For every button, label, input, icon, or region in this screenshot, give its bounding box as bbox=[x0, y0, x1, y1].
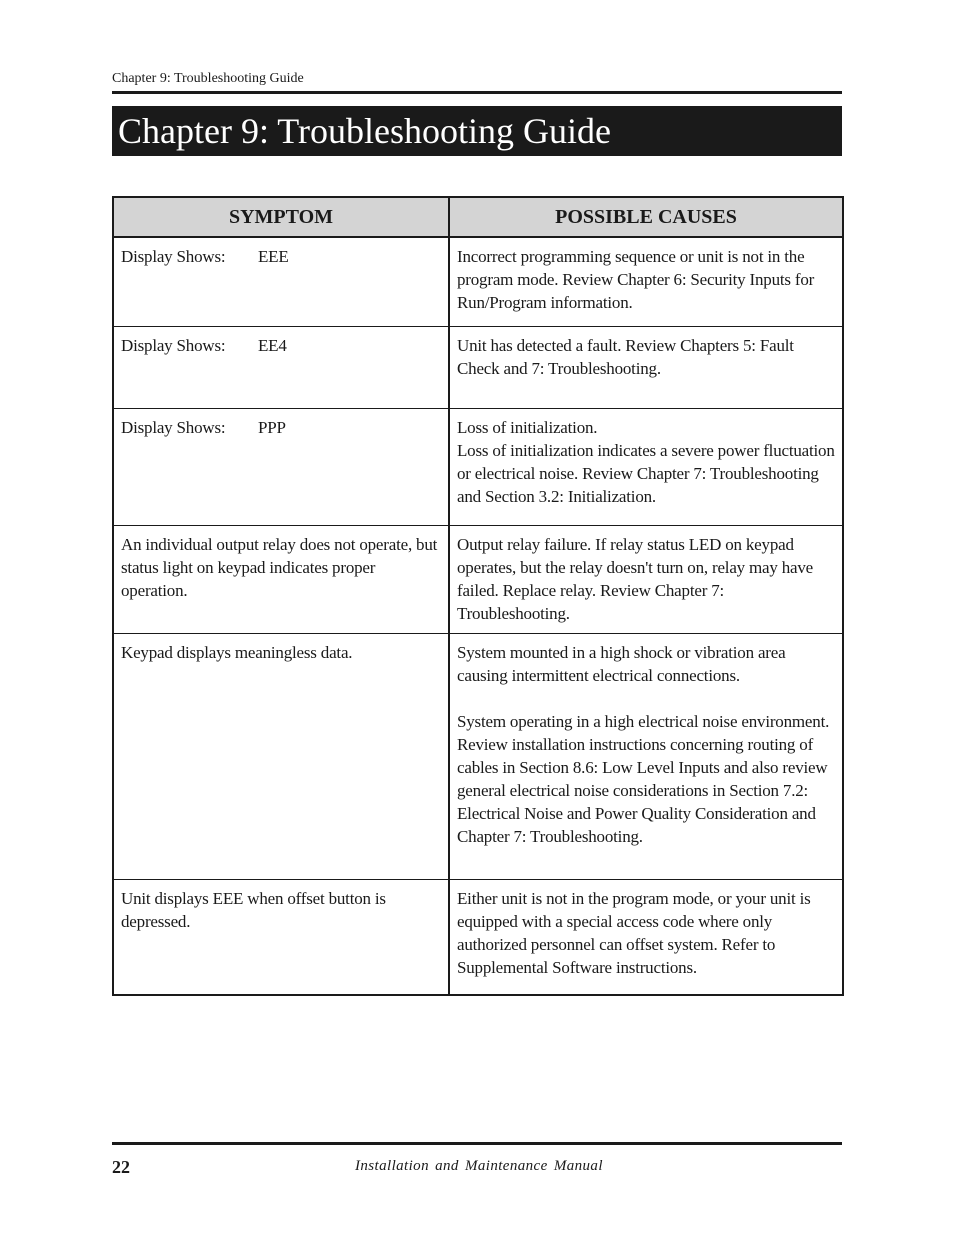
symptom-cell bbox=[113, 326, 449, 408]
symptom-label: Display Shows: bbox=[121, 247, 226, 266]
cause-text: Loss of initialization indicates a severe power fluctuation or electrical noise. Review Chapter 7: Troubleshooting and Section 3.2: Initialization. bbox=[457, 440, 835, 506]
symptom-cell bbox=[113, 879, 449, 995]
causes-cell bbox=[449, 879, 843, 995]
cause-text: Incorrect programming sequence or unit is not in the program mode. Review Chapter 6: Security Inputs for Run/Program information. bbox=[457, 247, 815, 312]
header-rule bbox=[112, 91, 842, 94]
cause-text: Loss of initialization. bbox=[457, 417, 598, 437]
symptom-cell bbox=[113, 408, 449, 525]
symptom-text: An individual output relay does not operate, but status light on keypad indicates proper operation. bbox=[121, 534, 438, 600]
display-code: EE4 bbox=[258, 335, 287, 355]
symptom-cell bbox=[113, 633, 449, 879]
table-row bbox=[113, 525, 843, 633]
cause-text: System operating in a high electrical noise environment. Review installation instructions concerning routing of cables in Section 8.6: Low Level Inputs and also review general electrical noise considerations in Section 7.2: Electrical Noise and Power Quality Consideration and Chapter 7: Troubleshooting. bbox=[457, 711, 830, 846]
table-row bbox=[113, 408, 843, 525]
chapter-title: Chapter 9: Troubleshooting Guide bbox=[118, 111, 611, 151]
table-row bbox=[113, 326, 843, 408]
cause-text: Output relay failure. If relay status LED on keypad operates, but the relay doesn't turn on, relay may have failed. Replace relay. Review Chapter 7: Troubleshooting. bbox=[457, 534, 814, 623]
paragraph-gap bbox=[457, 687, 836, 710]
chapter-title-bar bbox=[112, 106, 842, 156]
troubleshooting-table bbox=[112, 196, 844, 996]
table-header-row bbox=[113, 197, 843, 237]
symptom-text: Unit displays EEE when offset button is depressed. bbox=[121, 888, 386, 931]
footer-rule bbox=[112, 1142, 842, 1145]
causes-column-header: POSSIBLE CAUSES bbox=[449, 197, 843, 237]
symptom-text: Keypad displays meaningless data. bbox=[121, 642, 353, 662]
cause-text: Either unit is not in the program mode, or your unit is equipped with a special access code where only authorized personnel can offset system. Refer to Supplemental Software instructions. bbox=[457, 888, 811, 977]
symptom-cell bbox=[113, 525, 449, 633]
display-code: EEE bbox=[258, 247, 289, 266]
symptom-label: Display Shows: bbox=[121, 335, 226, 355]
causes-cell bbox=[449, 408, 843, 525]
page-number: 22 bbox=[112, 1157, 130, 1177]
symptom-cell bbox=[113, 237, 449, 326]
symptom-label: Display Shows: bbox=[121, 417, 226, 437]
cause-text: System mounted in a high shock or vibration area causing intermittent electrical connections. bbox=[457, 642, 786, 685]
cause-text: Unit has detected a fault. Review Chapters 5: Fault Check and 7: Troubleshooting. bbox=[457, 335, 794, 378]
causes-cell bbox=[449, 237, 843, 326]
table-row bbox=[113, 237, 843, 326]
causes-cell bbox=[449, 633, 843, 879]
symptom-column-header: SYMPTOM bbox=[113, 197, 449, 237]
display-code: PPP bbox=[258, 417, 286, 437]
causes-cell bbox=[449, 525, 843, 633]
causes-cell bbox=[449, 326, 843, 408]
table-row bbox=[113, 879, 843, 995]
running-head: Chapter 9: Troubleshooting Guide bbox=[112, 71, 304, 86]
table-row bbox=[113, 633, 843, 879]
manual-title: Installation and Maintenance Manual bbox=[355, 1158, 603, 1174]
